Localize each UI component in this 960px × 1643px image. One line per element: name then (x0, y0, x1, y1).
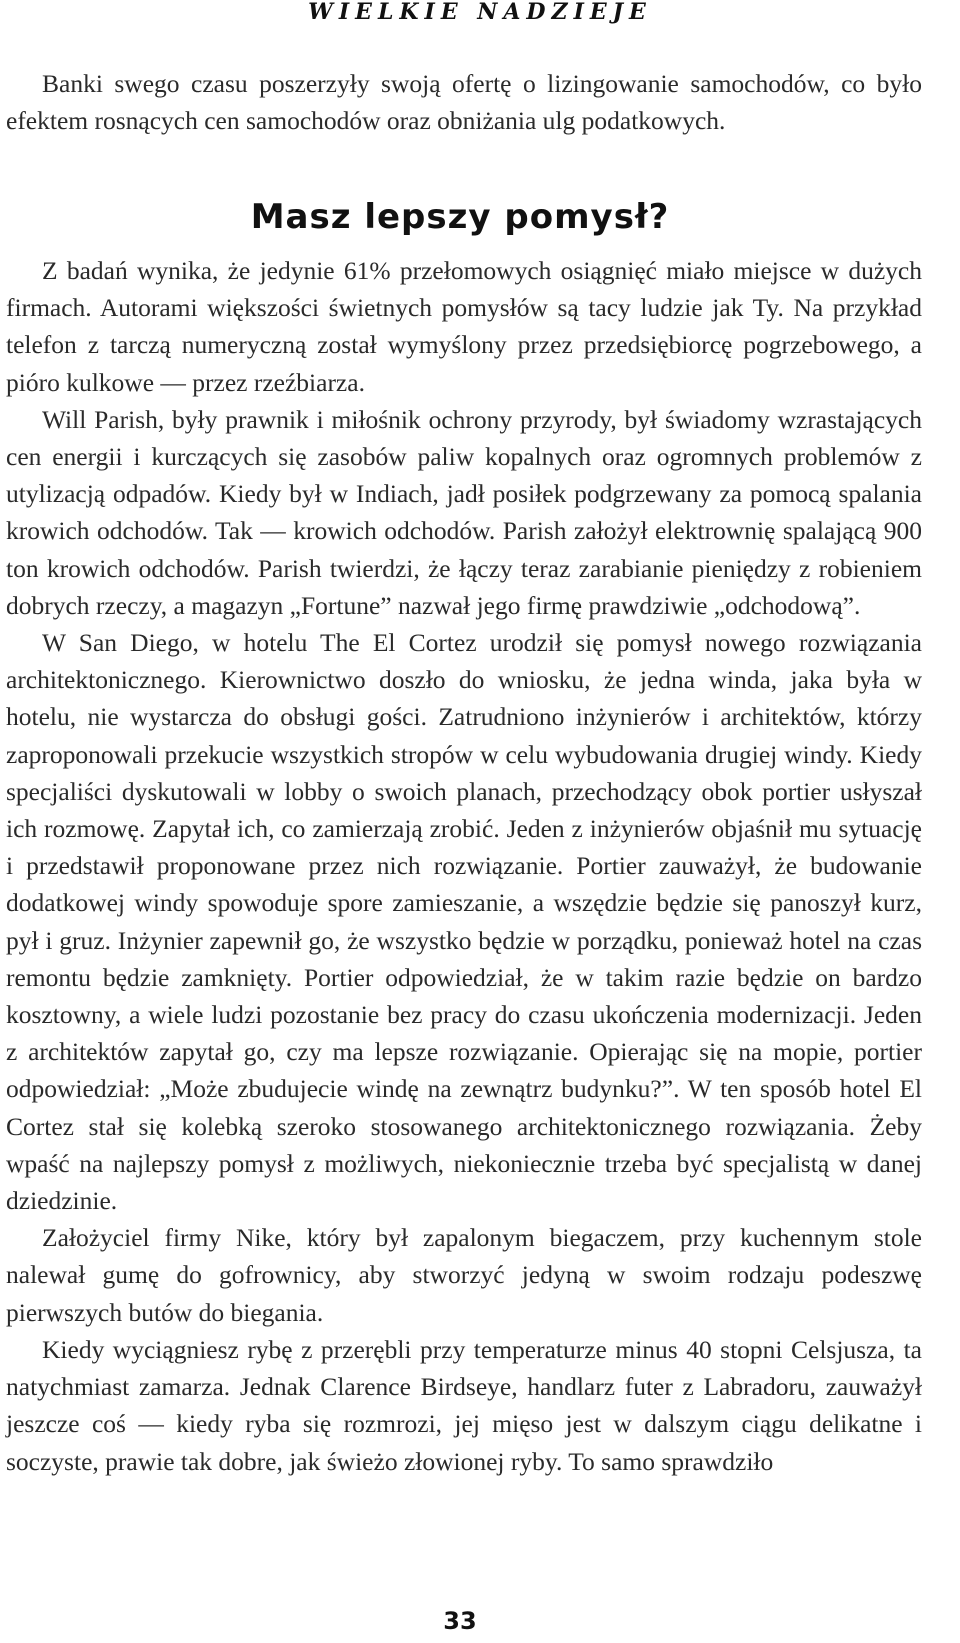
paragraph-nike: Założyciel firmy Nike, który był zapalonym biegaczem, przy kuchennym stole nalewał gumę do gofrownicy, aby stworzyć jedyną w swoim rodzaju podeszwę pierwszych butów do biegania. (6, 1223, 922, 1327)
section-heading: Masz lepszy pomysł? (250, 197, 670, 237)
page-number: 33 (443, 1607, 477, 1635)
intro-block (6, 65, 922, 139)
paragraph-el-cortez: W San Diego, w hotelu The El Cortez urodził się pomysł nowego rozwiązania architektonicznego. Kierownictwo doszło do wniosku, że jedna winda, jaka była w hotelu, nie wystarcza do obsługi gości. Zatrudniono inżynierów i architektów, którzy zaproponowali przekucie wszystkich stropów w celu wybudowania drugiej windy. Kiedy specjaliści dyskutowali w lobby o swoich planach, przechodzący obok portier usłyszał ich rozmowę. Zapytał ich, co zamierzają zrobić. Jeden z inżynierów objaśnił mu sytuację i przedstawił proponowane przez nich rozwiązanie. Portier zauważył, że budowanie dodatkowej windy spowoduje spore zamieszanie, a wszędzie będzie się panoszył kurz, pył i gruz. Inżynier zapewnił go, że wszystko będzie w porządku, ponieważ hotel na czas remontu będzie zamknięty. Portier odpowiedział, że w takim razie będzie on bardzo kosztowny, a wiele ludzi pozostanie bez pracy do czasu ukończenia modernizacji. Jeden z architektów zapytał go, czy ma lepsze rozwiązanie. Opierając się na mopie, portier odpowiedział: „Może zbudujecie windę na zewnątrz budynku?”. W ten sposób hotel El Cortez stał się kolebką szeroko stosowanego architektonicznego rozwiązania. Żeby wpaść na najlepszy pomysł z możliwych, niekoniecznie trzeba być specjalistą w danej dziedzinie. (6, 628, 922, 1216)
paragraph-birdseye: Kiedy wyciągniesz rybę z przerębli przy temperaturze minus 40 stopni Celsjusza, ta natychmiast zamarza. Jednak Clarence Birdseye, handlarz futer z Labradoru, zauważył jeszcze coś — kiedy ryba się rozmrozi, jej mięso jest w dalszym ciągu delikatne i soczyste, prawie tak dobre, jak świeżo złowionej ryby. To samo sprawdziło (6, 1334, 922, 1476)
paragraph-will-parish: Will Parish, były prawnik i miłośnik ochrony przyrody, był świadomy wzrastających cen energii i kurczących się zasobów paliw kopalnych oraz ogromnych problemów z utylizacją odpadów. Kiedy był w Indiach, jadł posiłek podgrzewany za pomocą spalania krowich odchodów. Tak — krowich odchodów. Parish założył elektrownię spalającą 900 ton krowich odchodów. Parish twierdzi, że łączy teraz zarabianie pieniędzy z robieniem dobrych rzeczy, a magazyn „Fortune” nazwał jego firmę prawdziwie „odchodową”. (6, 404, 922, 620)
running-head: WIELKIE NADZIEJE (308, 0, 652, 25)
paragraph-study: Z badań wynika, że jedynie 61% przełomowych osiągnięć miało miejsce w dużych firmach. Autorami większości świetnych pomysłów są tacy ludzie jak Ty. Na przykład telefon z tarczą numeryczną został wymyślony przez przedsiębiorcę pogrzebowego, a pióro kulkowe — przez rzeźbiarza. (6, 256, 922, 397)
intro-paragraph: Banki swego czasu poszerzyły swoją ofertę o lizingowanie samochodów, co było efektem rosnących cen samochodów oraz obniżania ulg podatkowych. (6, 69, 922, 136)
body-text (6, 252, 922, 1480)
